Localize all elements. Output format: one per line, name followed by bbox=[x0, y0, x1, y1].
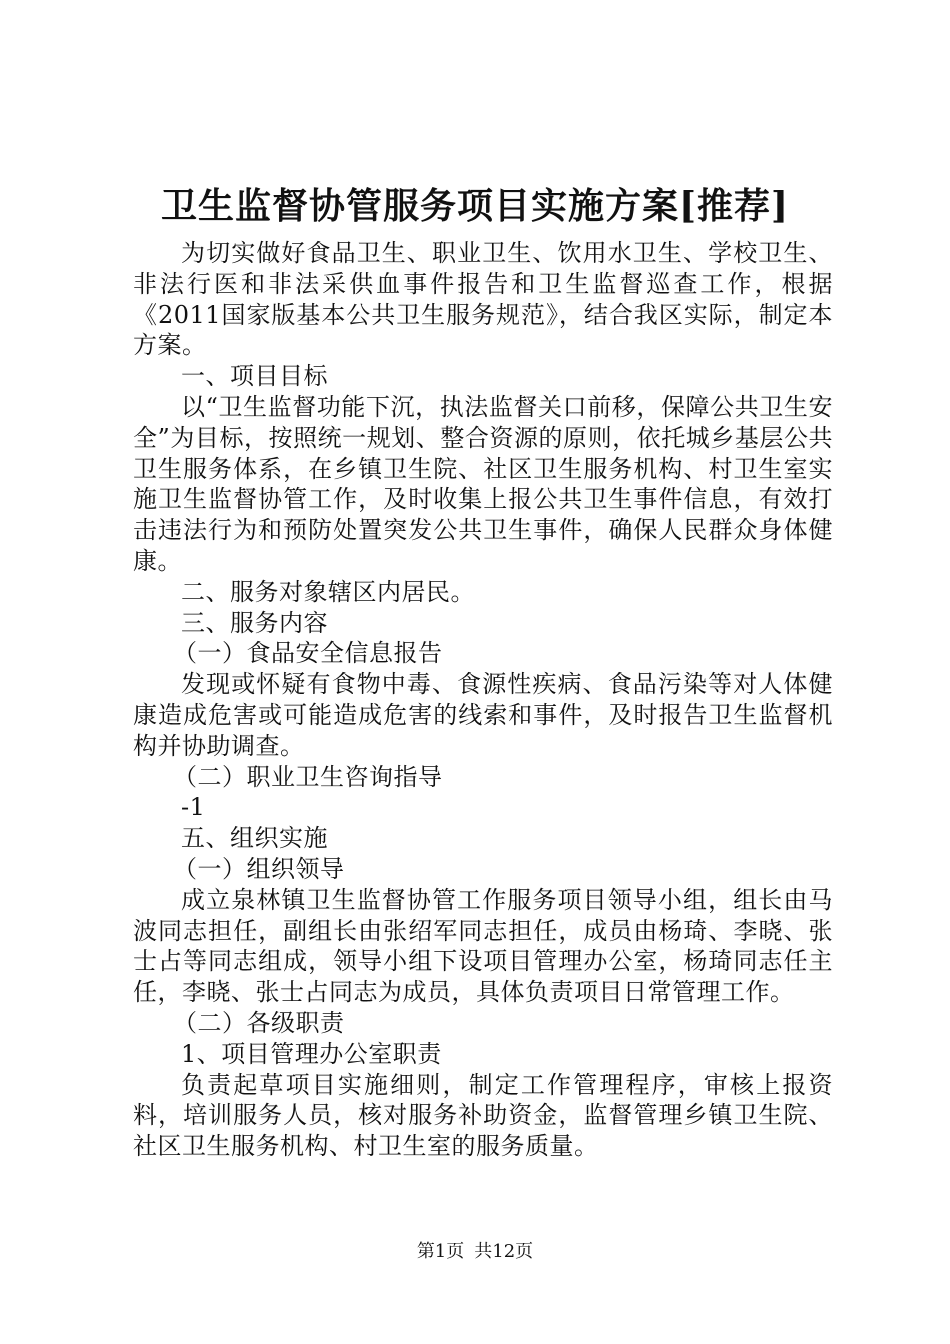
page-number: 第1页 bbox=[416, 1241, 465, 1262]
section-heading-content: 三、服务内容 bbox=[181, 608, 328, 637]
document-body bbox=[133, 238, 833, 1162]
subsection-heading-duties: （二）各级职责 bbox=[173, 1008, 345, 1037]
leadership-paragraph: 成立泉林镇卫生监督协管工作服务项目领导小组，组长由马波同志担任，副组长由张绍军同志担任，成员由杨琦、李晓、张士占等同志组成，领导小组下设项目管理办公室，杨琦同志任主任，李晓、张士占同志为成员，具体负责项目日常管理工作。 bbox=[133, 885, 833, 1007]
subsection-heading-leadership: （一）组织领导 bbox=[173, 854, 345, 883]
section-heading-targets: 二、服务对象辖区内居民。 bbox=[181, 577, 475, 606]
subsection-heading-food-safety: （一）食品安全信息报告 bbox=[173, 639, 443, 668]
intro-paragraph: 为切实做好食品卫生、职业卫生、饮用水卫生、学校卫生、非法行医和非法采供血事件报告和卫生监督巡查工作，根据《2011国家版基本公共卫生服务规范》，结合我区实际，制定本方案。 bbox=[133, 239, 833, 360]
duties-paragraph: 负责起草项目实施细则，制定工作管理程序，审核上报资料，培训服务人员，核对服务补助资金，监督管理乡镇卫生院、社区卫生服务机构、村卫生室的服务质量。 bbox=[133, 1070, 833, 1161]
section-heading-goals: 一、项目目标 bbox=[181, 362, 328, 391]
goals-paragraph: 以“卫生监督功能下沉，执法监督关口前移，保障公共卫生安全”为目标，按照统一规划、整合资源的原则，依托城乡基层公共卫生服务体系，在乡镇卫生院、社区卫生服务机构、村卫生室实施卫生监督协管工作，及时收集上报公共卫生事件信息，有效打击违法行为和预防处置突发公共卫生事件，确保人民群众身体健康。 bbox=[133, 392, 833, 575]
page-total: 共12页 bbox=[474, 1241, 534, 1262]
section-heading-organization: 五、组织实施 bbox=[181, 824, 328, 853]
subsection-heading-occupational: （二）职业卫生咨询指导 bbox=[173, 762, 443, 791]
page-footer bbox=[0, 1240, 950, 1264]
page-marker: -1 bbox=[181, 793, 206, 822]
duties-item-heading: 1、项目管理办公室职责 bbox=[181, 1039, 442, 1068]
food-safety-paragraph: 发现或怀疑有食物中毒、食源性疾病、食品污染等对人体健康造成危害或可能造成危害的线索和事件，及时报告卫生监督机构并协助调查。 bbox=[133, 670, 833, 760]
document-title: 卫生监督协管服务项目实施方案[推荐] bbox=[160, 185, 790, 227]
